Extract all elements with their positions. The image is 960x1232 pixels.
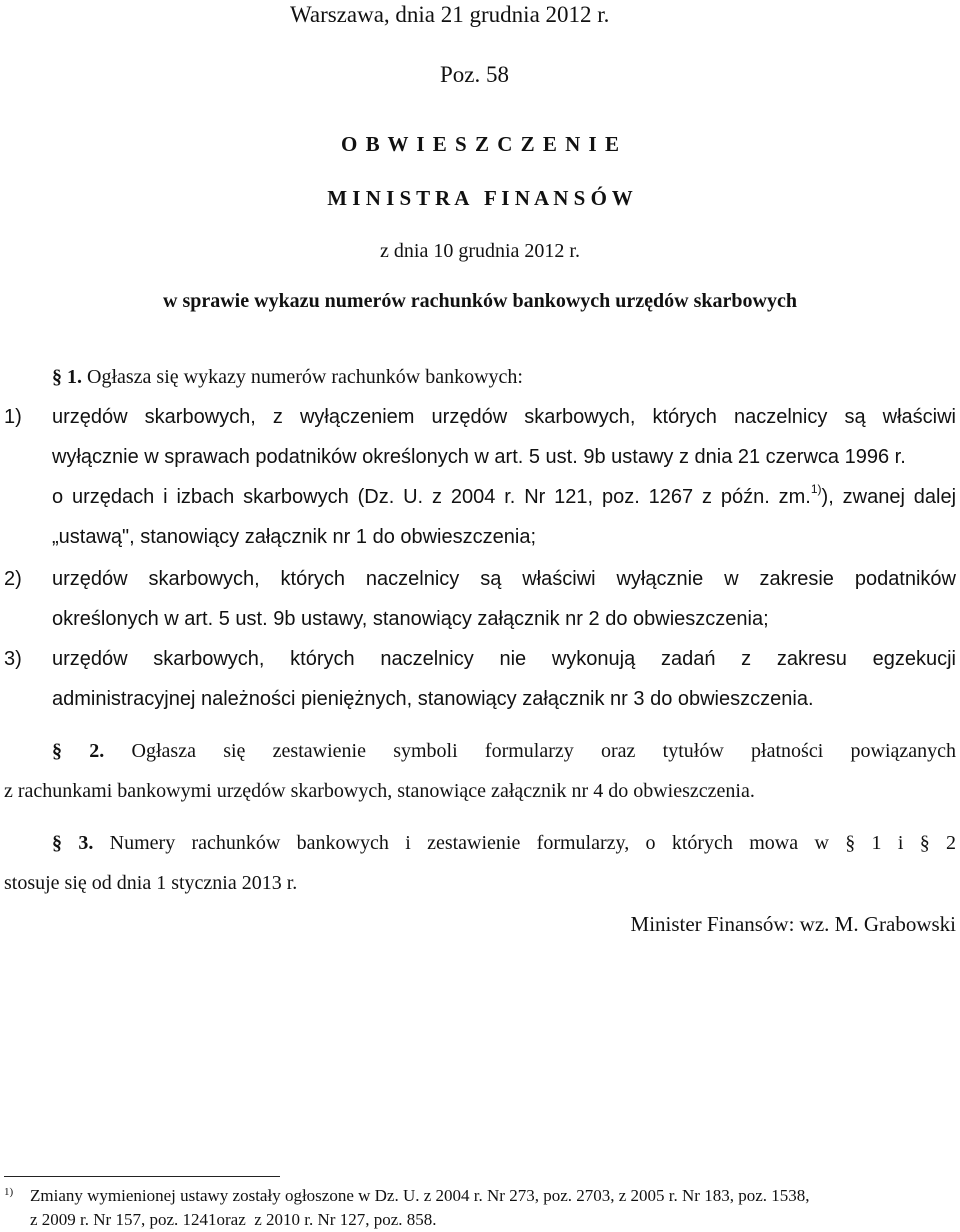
item-1-line-3b: ), zwanej dalej xyxy=(821,486,957,508)
issuer: M I N I S T R A F I N A N S Ó W xyxy=(327,186,633,210)
item-2-line-2: określonych w art. 5 ust. 9b ustawy, stanowiący załącznik nr 2 do obwieszczenia; xyxy=(52,608,769,630)
section-1-number: § 1. xyxy=(52,366,82,388)
section-2-line-2: z rachunkami bankowymi urzędów skarbowych, stanowiące załącznik nr 4 do obwieszczenia. xyxy=(4,780,755,802)
section-3-number: § 3. xyxy=(52,832,94,854)
footnote-reference: 1) xyxy=(810,482,822,496)
section-2-line-1 xyxy=(52,740,956,763)
item-2-line-1: urzędów skarbowych, których naczelnicy są właściwi wyłącznie w zakresie podatników xyxy=(52,568,956,590)
footnote-line-1: Zmiany wymienionej ustawy zostały ogłoszone w Dz. U. z 2004 r. Nr 273, poz. 2703, z 2005 r. Nr 183, poz. 1538, xyxy=(30,1186,810,1205)
section-3-text: Numery rachunków bankowych i zestawienie formularzy, o których mowa w § 1 i § 2 xyxy=(109,832,957,854)
footnote-line-2: z 2009 r. Nr 157, poz. 1241oraz z 2010 r. Nr 127, poz. 858. xyxy=(30,1210,437,1229)
section-2-text: Ogłasza się zestawienie symboli formularzy oraz tytułów płatności powiązanych xyxy=(131,740,957,762)
item-1-line-4: „ustawą", stanowiący załącznik nr 1 do obwieszczenia; xyxy=(52,526,536,548)
item-1-line-2: wyłącznie w sprawach podatników określonych w art. 5 ust. 9b ustawy z dnia 21 czerwca 1996 r. xyxy=(52,446,906,468)
position-number: Poz. 58 xyxy=(440,62,509,87)
document-date: z dnia 10 grudnia 2012 r. xyxy=(380,240,580,262)
place-date: Warszawa, dnia 21 grudnia 2012 r. xyxy=(290,2,610,27)
footnote-marker: 1) xyxy=(4,1186,14,1198)
footnote-separator xyxy=(4,1176,280,1177)
item-1-line-3a: o urzędach i izbach skarbowych (Dz. U. z 2004 r. Nr 121, poz. 1267 z późn. zm. xyxy=(52,486,811,508)
document-subject: w sprawie wykazu numerów rachunków bankowych urzędów skarbowych xyxy=(163,290,797,312)
section-1-intro-text: Ogłasza się wykazy numerów rachunków bankowych: xyxy=(87,366,523,388)
item-1-line-3 xyxy=(52,482,957,509)
item-1-number: 1) xyxy=(4,406,22,428)
section-1-intro xyxy=(52,366,523,389)
item-2-number: 2) xyxy=(4,568,22,590)
section-2-number: § 2. xyxy=(52,740,105,762)
signature: Minister Finansów: wz. M. Grabowski xyxy=(630,912,956,936)
section-3-line-2: stosuje się od dnia 1 stycznia 2013 r. xyxy=(4,872,298,894)
item-3-line-1: urzędów skarbowych, których naczelnicy nie wykonują zadań z zakresu egzekucji xyxy=(52,648,956,670)
document-type: O B W I E S Z C Z E N I E xyxy=(341,132,619,156)
item-3-line-2: administracyjnej należności pieniężnych, stanowiący załącznik nr 3 do obwieszczenia. xyxy=(52,688,814,710)
item-3-number: 3) xyxy=(4,648,22,670)
section-3-line-1 xyxy=(52,832,956,855)
item-1-line-1: urzędów skarbowych, z wyłączeniem urzędów skarbowych, których naczelnicy są właściwi xyxy=(52,406,956,428)
